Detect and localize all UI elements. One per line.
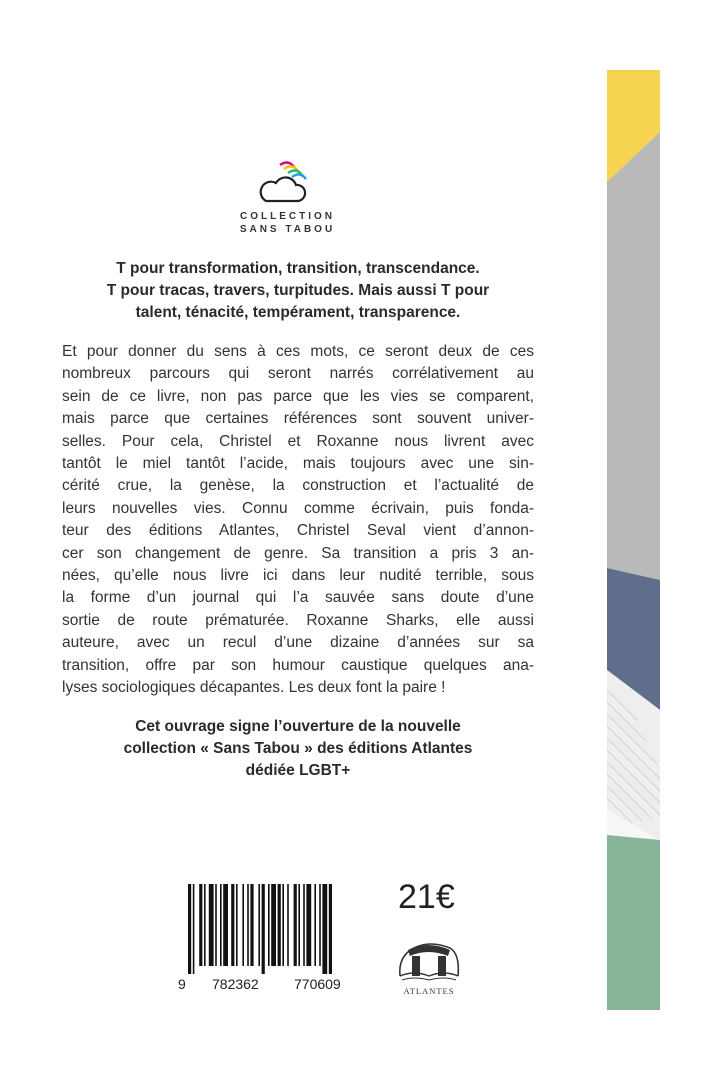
description-paragraph <box>62 341 534 700</box>
paragraph-line: nées, qu’elle nous livre ici dans leur nudité terrible, sous <box>62 567 534 585</box>
barcode-bar <box>319 884 321 966</box>
paragraph-line: lyses sociologiques décapantes. Les deux font la paire ! <box>62 679 446 697</box>
barcode-bar <box>294 884 297 966</box>
paragraph-line: Et pour donner du sens à ces mots, ce seront deux de ces <box>62 343 534 360</box>
barcode-bar <box>262 884 265 974</box>
barcode-bar <box>250 884 253 966</box>
paragraph-line: sein de ce livre, non pas parce que les vies se comparent, <box>62 387 534 405</box>
barcode-bar <box>188 884 191 974</box>
barcode-bar <box>322 884 327 974</box>
paragraph-line: teur des éditions Atlantes, Christel Seval vient d’annon- <box>62 522 534 540</box>
barcode-bar <box>268 884 270 966</box>
dolmen-logo-icon <box>394 936 464 984</box>
collection-label: COLLECTION <box>240 211 335 222</box>
barcode-bar <box>231 884 234 966</box>
barcode-bar <box>209 884 214 966</box>
paragraph-line: cer son changement de genre. Sa transition a pris 3 an- <box>62 544 534 562</box>
paragraph-line: mais parce que certaines références sont souvent univer- <box>62 410 534 428</box>
tagline-line: T pour tracas, travers, turpitudes. Mais aussi T pour <box>106 282 490 299</box>
paragraph-line: auteure, avec un recul d’une dizaine d’années sur sa <box>62 634 534 652</box>
closing-line: collection « Sans Tabou » des éditions Atlantes <box>123 740 473 757</box>
publisher-name: ATLANTES <box>403 986 455 996</box>
decorative-stripe <box>607 70 660 1010</box>
barcode-bar <box>287 884 289 966</box>
barcode-bar <box>220 884 222 966</box>
barcode-bar <box>303 884 305 966</box>
rainbow-cloud-icon <box>258 157 318 207</box>
barcode-bar <box>204 884 206 966</box>
closing-line: Cet ouvrage signe l’ouverture de la nouvelle <box>135 718 461 735</box>
barcode-first-digit: 9 <box>178 976 186 992</box>
barcode-bar <box>193 884 195 974</box>
barcode-bar <box>223 884 228 966</box>
barcode-bar <box>247 884 249 966</box>
paragraph-line: nombreux parcours qui seront narrés corrélativement au <box>62 365 534 383</box>
paragraph-line: leurs nouvelles vies. Connu comme écrivain, puis fonda- <box>62 499 534 517</box>
tagline <box>62 258 534 324</box>
barcode-bar <box>306 884 311 966</box>
paragraph-line: sortie de route prématurée. Roxanne Sharks, elle aussi <box>62 611 534 629</box>
barcode-bar <box>278 884 281 966</box>
tagline-line: T pour transformation, transition, transcendance. <box>116 260 480 277</box>
paragraph-line: tantôt le miel tantôt l’acide, mais toujours avec une sin- <box>62 455 534 473</box>
barcode-bar <box>271 884 276 966</box>
paragraph-line: selles. Pour cela, Christel et Roxanne nous livrent avec <box>62 432 534 450</box>
barcode-bar <box>258 884 260 966</box>
collection-name: SANS TABOU <box>239 224 336 235</box>
barcode-bar <box>215 884 217 966</box>
barcode-digits-left: 782362 <box>212 976 259 992</box>
barcode-bar <box>282 884 284 966</box>
barcode-digits-right: 770609 <box>294 976 341 992</box>
price: 21€ <box>398 878 455 916</box>
closing-line: dédiée LGBT+ <box>245 762 351 779</box>
barcode-bar <box>298 884 300 966</box>
barcode-bar <box>329 884 332 974</box>
barcode-bar <box>199 884 202 966</box>
paragraph-line: la forme d’un journal qui l’a sauvée sans doute d’une <box>62 589 534 607</box>
barcode-bar <box>242 884 244 966</box>
barcode-bar <box>314 884 316 966</box>
paragraph-line: transition, offre par son humour caustique quelques ana- <box>62 656 534 674</box>
isbn-barcode <box>178 884 378 994</box>
paragraph-line: cérité crue, la genèse, la construction et l’actualité de <box>62 477 534 495</box>
closing-statement <box>62 716 534 782</box>
barcode-bar <box>236 884 238 966</box>
tagline-line: talent, ténacité, tempérament, transparence. <box>135 304 461 321</box>
